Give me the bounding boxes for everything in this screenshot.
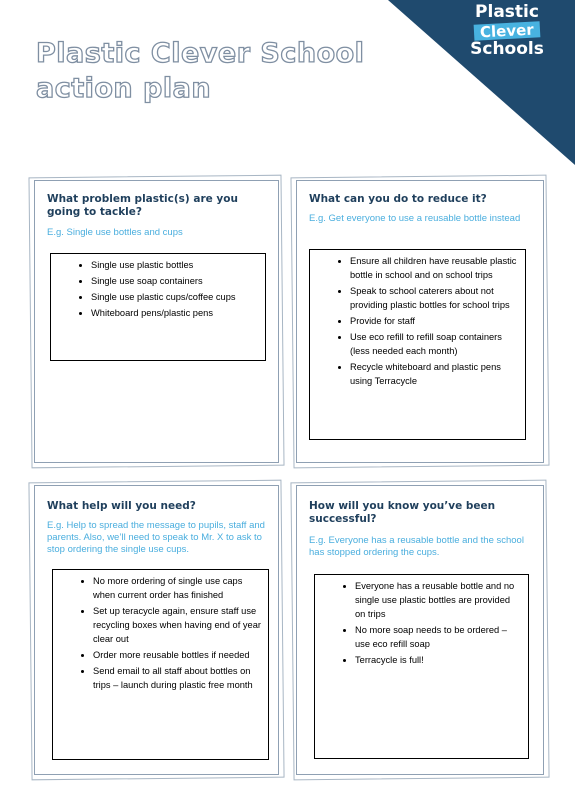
answer-item: • Set up teracycle again, ensure staff use recycling boxes when having end of year clear out — [93, 604, 262, 646]
page-title-line1: Plastic Clever School — [36, 38, 365, 69]
card-question: What help will you need? — [47, 500, 196, 512]
logo-word-schools: Schools — [470, 39, 544, 59]
answer-item: • Recycle whiteboard and plastic pens using Terracycle — [350, 360, 519, 388]
card-example: E.g. Help to spread the message to pupils, staff and parents. Also, we’ll need to speak to Mr. X to ask to stop ordering the single use cups. — [47, 520, 265, 555]
answer-item: • Speak to school caterers about not providing plastic bottles for school trips — [350, 284, 519, 312]
answer-item: • Ensure all children have reusable plastic bottle in school and on school trips — [350, 254, 519, 282]
logo-word-plastic: Plastic — [475, 2, 539, 22]
card-example: E.g. Get everyone to use a reusable bottle instead — [309, 213, 521, 224]
answer-box[interactable] — [314, 574, 529, 759]
answer-list — [53, 570, 268, 692]
card-reduce-it — [296, 180, 544, 463]
card-example: E.g. Single use bottles and cups — [47, 227, 183, 238]
card-help-needed — [34, 485, 279, 775]
answer-item: • Provide for staff — [350, 314, 519, 328]
card-example: E.g. Everyone has a reusable bottle and the school has stopped ordering the cups. — [309, 535, 524, 558]
answer-list — [310, 250, 525, 388]
answer-item: • Send email to all staff about bottles on trips – launch during plastic free month — [93, 664, 262, 692]
answer-box[interactable] — [50, 253, 266, 361]
logo-word-clever: Clever — [474, 21, 540, 40]
answer-item: • Single use plastic cups/coffee cups — [91, 290, 259, 304]
card-question: How will you know you’ve been successful? — [309, 500, 496, 525]
answer-item: • Use eco refill to refill soap containers (less needed each month) — [350, 330, 519, 358]
answer-item: • Single use soap containers — [91, 274, 259, 288]
answer-item: • Order more reusable bottles if needed — [93, 648, 262, 662]
answer-item: • No more ordering of single use caps when current order has finished — [93, 574, 262, 602]
answer-item: • Terracycle is full! — [355, 653, 522, 667]
answer-item: • No more soap needs to be ordered – use eco refill soap — [355, 623, 522, 651]
page-title-line2: action plan — [36, 73, 212, 104]
answer-item: • Single use plastic bottles — [91, 258, 259, 272]
card-problem-plastics — [34, 180, 279, 463]
card-success — [296, 485, 544, 775]
answer-list — [315, 575, 528, 667]
page-title — [36, 36, 364, 106]
answer-box[interactable] — [52, 569, 269, 760]
card-question: What can you do to reduce it? — [309, 193, 487, 205]
card-question: What problem plastic(s) are you going to tackle? — [47, 193, 238, 218]
answer-box[interactable] — [309, 249, 526, 440]
answer-list — [51, 254, 265, 320]
answer-item: • Whiteboard pens/plastic pens — [91, 306, 259, 320]
answer-item: • Everyone has a reusable bottle and no single use plastic bottles are provided on trips — [355, 579, 522, 621]
plastic-clever-schools-logo — [457, 3, 557, 58]
